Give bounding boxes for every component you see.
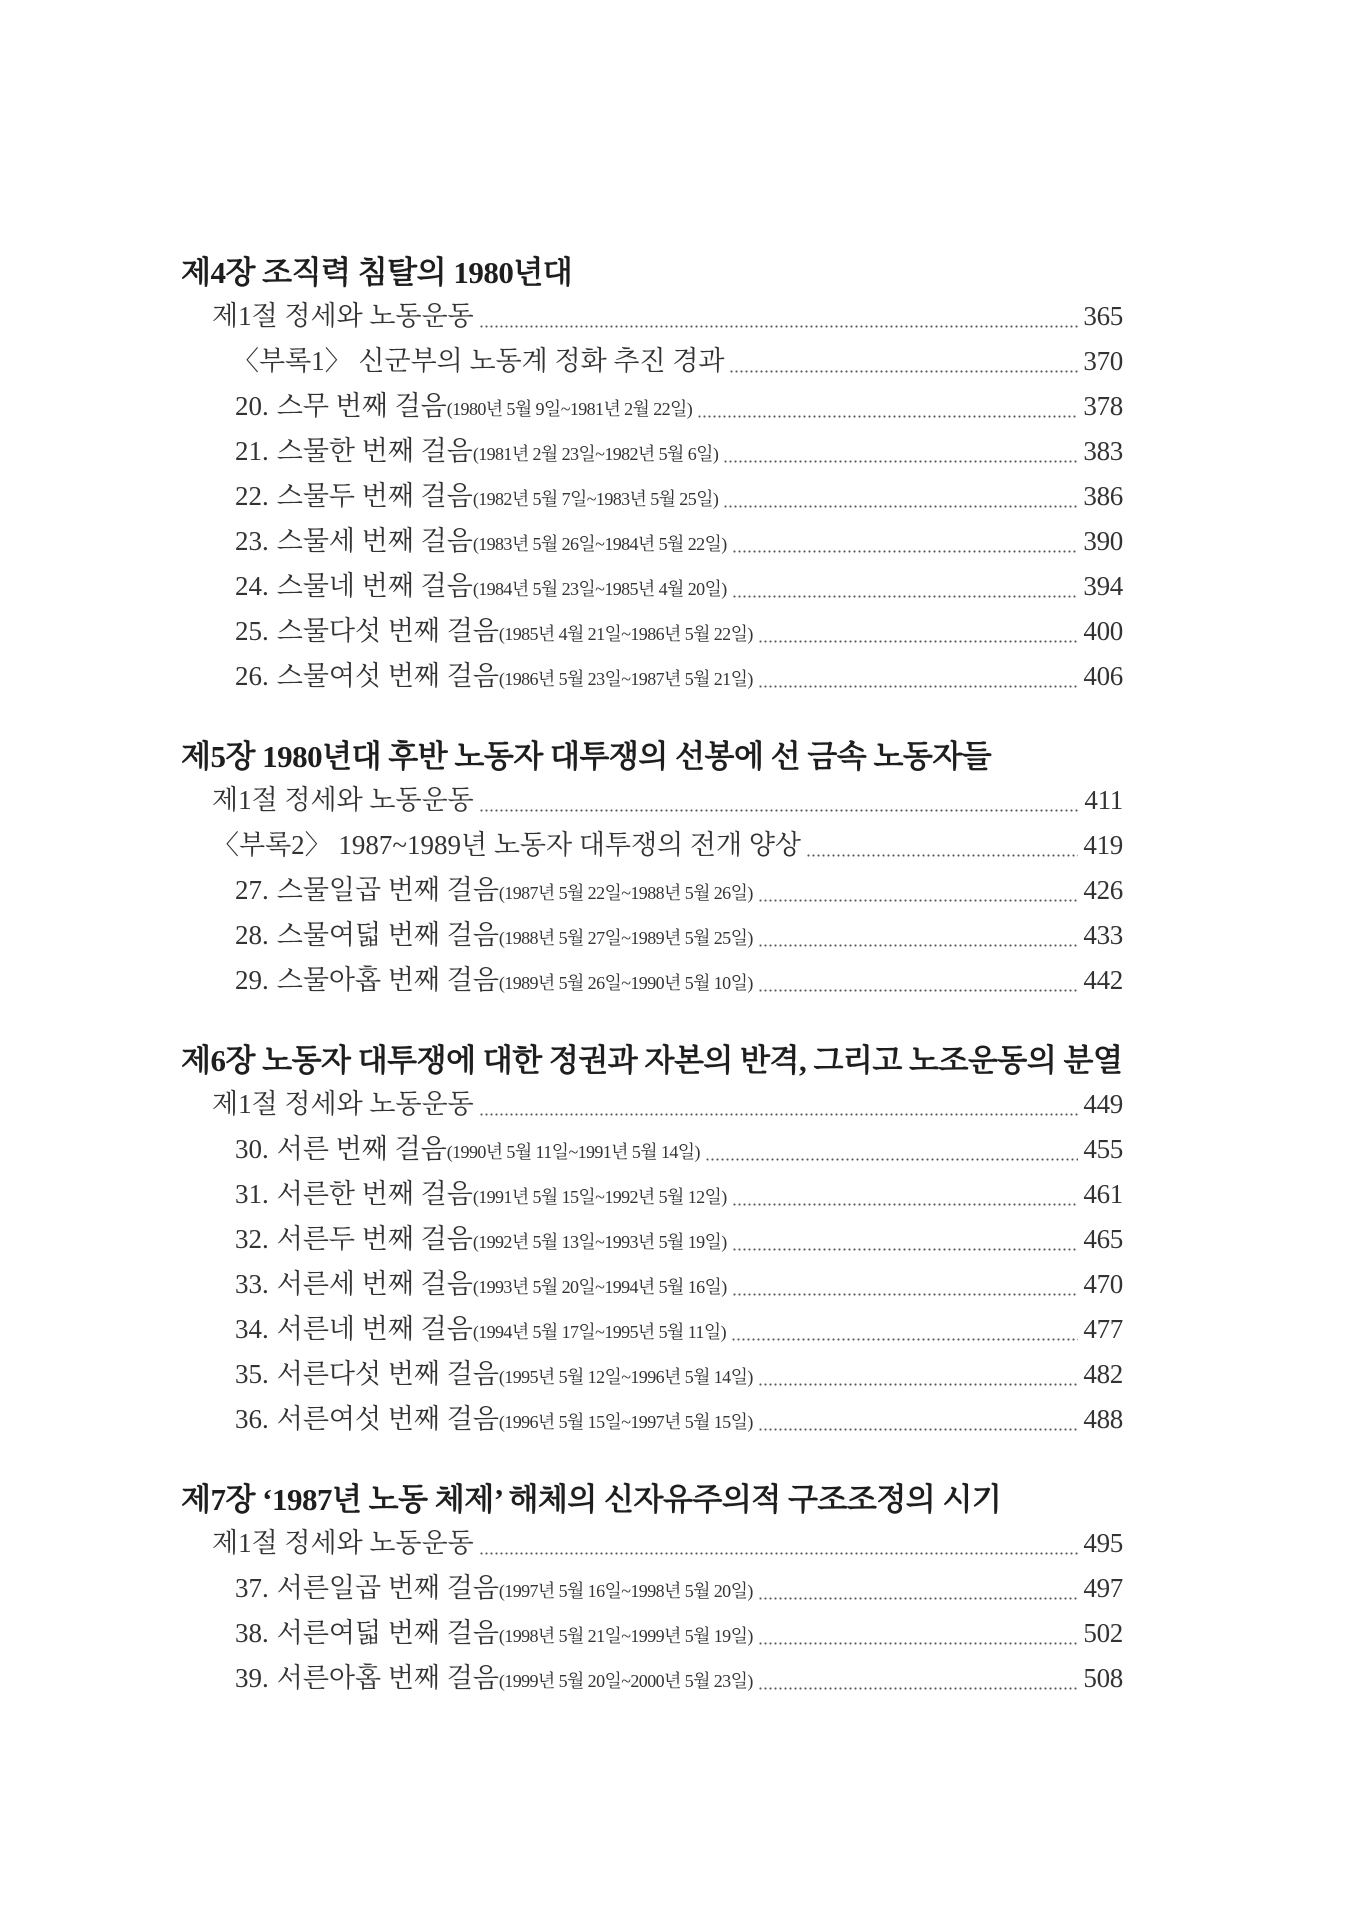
dot-leader (758, 899, 1078, 902)
entry-title: 스물여덟 번째 걸음 (276, 920, 499, 950)
entry-title: 스물세 번째 걸음 (276, 526, 473, 556)
dot-leader (723, 460, 1078, 463)
dot-leader (758, 685, 1078, 688)
entry-page-number: 508 (1083, 1663, 1123, 1693)
entry-date-range: (1984년 5월 23일~1985년 4월 20일) (472, 579, 727, 599)
entry-number: 29. (235, 965, 269, 995)
chapter-section (0, 736, 1359, 1003)
entry-number: 24. (235, 571, 269, 601)
entry-date-range: (1999년 5월 20일~2000년 5월 23일) (498, 1671, 753, 1691)
entry-number: 35. (235, 1359, 269, 1389)
toc-entry[interactable] (212, 778, 1123, 823)
entry-number: 30. (235, 1134, 269, 1164)
dot-leader (479, 1113, 1078, 1116)
entry-title: 서른 번째 걸음 (276, 1134, 447, 1164)
toc-entry[interactable] (235, 384, 1123, 429)
entry-date-range: (1992년 5월 13일~1993년 5월 19일) (472, 1232, 727, 1252)
entry-title: 제1절 정세와 노동운동 (212, 785, 474, 815)
entry-date-range: (1991년 5월 15일~1992년 5월 12일) (472, 1187, 727, 1207)
entry-title: 제1절 정세와 노동운동 (212, 1089, 474, 1119)
dot-leader (758, 1597, 1078, 1600)
entry-number: 38. (235, 1618, 269, 1648)
entry-page-number: 497 (1083, 1573, 1123, 1603)
toc-entry[interactable] (235, 958, 1123, 1003)
entry-title: 〈부록2〉 1987~1989년 노동자 대투쟁의 전개 양상 (212, 830, 802, 860)
dot-leader (732, 1203, 1078, 1206)
toc-entry[interactable] (232, 339, 1123, 384)
entry-title: 서른아홉 번째 걸음 (276, 1663, 499, 1693)
dot-leader (758, 1642, 1078, 1645)
entry-title: 서른일곱 번째 걸음 (276, 1573, 499, 1603)
toc-entry[interactable] (212, 1082, 1123, 1127)
toc-entry[interactable] (235, 1127, 1123, 1172)
dot-leader (731, 1338, 1078, 1341)
chapter-title: 제5장 1980년대 후반 노동자 대투쟁의 선봉에 선 금속 노동자들 (181, 739, 992, 774)
entry-number: 34. (235, 1314, 269, 1344)
entry-date-range: (1989년 5월 26일~1990년 5월 10일) (498, 973, 753, 993)
entry-page-number: 378 (1083, 391, 1123, 421)
entry-page-number: 470 (1083, 1269, 1123, 1299)
entry-page-number: 365 (1083, 301, 1123, 331)
entry-page-number: 411 (1084, 785, 1123, 815)
entry-date-range: (1981년 2월 23일~1982년 5월 6일) (472, 444, 719, 464)
dot-leader (758, 1428, 1078, 1431)
entry-page-number: 394 (1083, 571, 1123, 601)
entry-date-range: (1994년 5월 17일~1995년 5월 11일) (472, 1322, 727, 1342)
entry-page-number: 406 (1083, 661, 1123, 691)
entry-date-range: (1980년 5월 9일~1981년 2월 22일) (446, 399, 693, 419)
dot-leader (479, 1552, 1078, 1555)
entry-number: 31. (235, 1179, 269, 1209)
entry-number: 32. (235, 1224, 269, 1254)
entry-title: 서른여덟 번째 걸음 (276, 1618, 499, 1648)
entry-page-number: 488 (1083, 1404, 1123, 1434)
entry-page-number: 449 (1083, 1089, 1123, 1119)
entry-date-range: (1993년 5월 20일~1994년 5월 16일) (472, 1277, 727, 1297)
entry-page-number: 442 (1083, 965, 1123, 995)
toc-entry[interactable] (235, 519, 1123, 564)
toc-entry[interactable] (235, 1611, 1123, 1656)
entry-date-range: (1988년 5월 27일~1989년 5월 25일) (498, 928, 753, 948)
entry-page-number: 426 (1083, 875, 1123, 905)
toc-entry[interactable] (212, 294, 1123, 339)
toc-entry[interactable] (235, 474, 1123, 519)
entry-title: 서른다섯 번째 걸음 (276, 1359, 499, 1389)
dot-leader (479, 809, 1078, 812)
dot-leader (729, 370, 1078, 373)
entry-page-number: 482 (1083, 1359, 1123, 1389)
toc-entry[interactable] (235, 913, 1123, 958)
dot-leader (806, 854, 1078, 857)
toc-entry[interactable] (212, 1521, 1123, 1566)
entry-page-number: 495 (1083, 1528, 1123, 1558)
dot-leader (723, 505, 1078, 508)
dot-leader (697, 415, 1078, 418)
toc-entry[interactable] (235, 1352, 1123, 1397)
entry-date-range: (1986년 5월 23일~1987년 5월 21일) (498, 669, 753, 689)
entry-page-number: 477 (1083, 1314, 1123, 1344)
toc-entry[interactable] (235, 654, 1123, 699)
chapter-title: 제6장 노동자 대투쟁에 대한 정권과 자본의 반격, 그리고 노조운동의 분열 (181, 1043, 1123, 1078)
toc-entry[interactable] (235, 1172, 1123, 1217)
dot-leader (732, 550, 1078, 553)
dot-leader (732, 595, 1078, 598)
entry-date-range: (1996년 5월 15일~1997년 5월 15일) (498, 1412, 753, 1432)
entry-date-range: (1982년 5월 7일~1983년 5월 25일) (472, 489, 719, 509)
toc-entry[interactable] (235, 429, 1123, 474)
entry-title: 스무 번째 걸음 (276, 391, 447, 421)
dot-leader (732, 1248, 1078, 1251)
entry-title: 스물두 번째 걸음 (276, 481, 473, 511)
entry-title: 서른여섯 번째 걸음 (276, 1404, 499, 1434)
entry-page-number: 386 (1083, 481, 1123, 511)
entry-title: 제1절 정세와 노동운동 (212, 301, 474, 331)
entry-page-number: 383 (1083, 436, 1123, 466)
entry-date-range: (1983년 5월 26일~1984년 5월 22일) (472, 534, 727, 554)
entry-page-number: 370 (1083, 346, 1123, 376)
entry-number: 39. (235, 1663, 269, 1693)
entry-date-range: (1990년 5월 11일~1991년 5월 14일) (446, 1142, 700, 1162)
entry-number: 28. (235, 920, 269, 950)
chapter-title: 제7장 ‘1987년 노동 체제’ 해체의 신자유주의적 구조조정의 시기 (181, 1482, 1002, 1517)
entry-number: 23. (235, 526, 269, 556)
toc-entry[interactable] (235, 1307, 1123, 1352)
entry-number: 36. (235, 1404, 269, 1434)
entry-number: 20. (235, 391, 269, 421)
toc-entry[interactable] (212, 823, 1123, 868)
entry-title: 서른네 번째 걸음 (276, 1314, 473, 1344)
entry-title: 제1절 정세와 노동운동 (212, 1528, 474, 1558)
entry-number: 25. (235, 616, 269, 646)
entry-date-range: (1987년 5월 22일~1988년 5월 26일) (498, 883, 753, 903)
dot-leader (732, 1293, 1078, 1296)
entry-title: 스물네 번째 걸음 (276, 571, 473, 601)
entry-date-range: (1985년 4월 21일~1986년 5월 22일) (498, 624, 753, 644)
dot-leader (705, 1158, 1078, 1161)
entry-number: 26. (235, 661, 269, 691)
dot-leader (758, 1383, 1078, 1386)
toc-entry[interactable] (235, 1397, 1123, 1442)
toc-entry[interactable] (235, 1566, 1123, 1611)
entry-title: 서른세 번째 걸음 (276, 1269, 473, 1299)
toc-entry[interactable] (235, 1262, 1123, 1307)
chapter-section (0, 1479, 1359, 1701)
entry-page-number: 502 (1083, 1618, 1123, 1648)
entry-date-range: (1998년 5월 21일~1999년 5월 19일) (498, 1626, 753, 1646)
entry-page-number: 419 (1083, 830, 1123, 860)
entry-page-number: 455 (1083, 1134, 1123, 1164)
entry-page-number: 390 (1083, 526, 1123, 556)
entry-title: 서른두 번째 걸음 (276, 1224, 473, 1254)
entry-date-range: (1997년 5월 16일~1998년 5월 20일) (498, 1581, 753, 1601)
entry-page-number: 465 (1083, 1224, 1123, 1254)
chapter-section (0, 252, 1359, 699)
chapter-section (0, 1040, 1359, 1442)
dot-leader (758, 640, 1078, 643)
entry-title: 〈부록1〉 신군부의 노동계 정화 추진 경과 (232, 346, 725, 376)
chapter-title: 제4장 조직력 침탈의 1980년대 (181, 255, 573, 290)
dot-leader (758, 944, 1078, 947)
entry-date-range: (1995년 5월 12일~1996년 5월 14일) (498, 1367, 753, 1387)
toc-entry[interactable] (235, 609, 1123, 654)
entry-number: 27. (235, 875, 269, 905)
entry-number: 21. (235, 436, 269, 466)
toc-entry[interactable] (235, 868, 1123, 913)
entry-title: 스물여섯 번째 걸음 (276, 661, 499, 691)
entry-title: 서른한 번째 걸음 (276, 1179, 473, 1209)
table-of-contents (0, 252, 1359, 1738)
entry-title: 스물아홉 번째 걸음 (276, 965, 499, 995)
entry-title: 스물한 번째 걸음 (276, 436, 473, 466)
entry-number: 22. (235, 481, 269, 511)
entry-number: 33. (235, 1269, 269, 1299)
entry-title: 스물다섯 번째 걸음 (276, 616, 499, 646)
dot-leader (758, 989, 1078, 992)
entry-page-number: 433 (1083, 920, 1123, 950)
entry-title: 스물일곱 번째 걸음 (276, 875, 499, 905)
toc-entry[interactable] (235, 564, 1123, 609)
toc-entry[interactable] (235, 1656, 1123, 1701)
dot-leader (758, 1687, 1078, 1690)
entry-number: 37. (235, 1573, 269, 1603)
entry-page-number: 400 (1083, 616, 1123, 646)
toc-entry[interactable] (235, 1217, 1123, 1262)
entry-page-number: 461 (1083, 1179, 1123, 1209)
dot-leader (479, 325, 1078, 328)
